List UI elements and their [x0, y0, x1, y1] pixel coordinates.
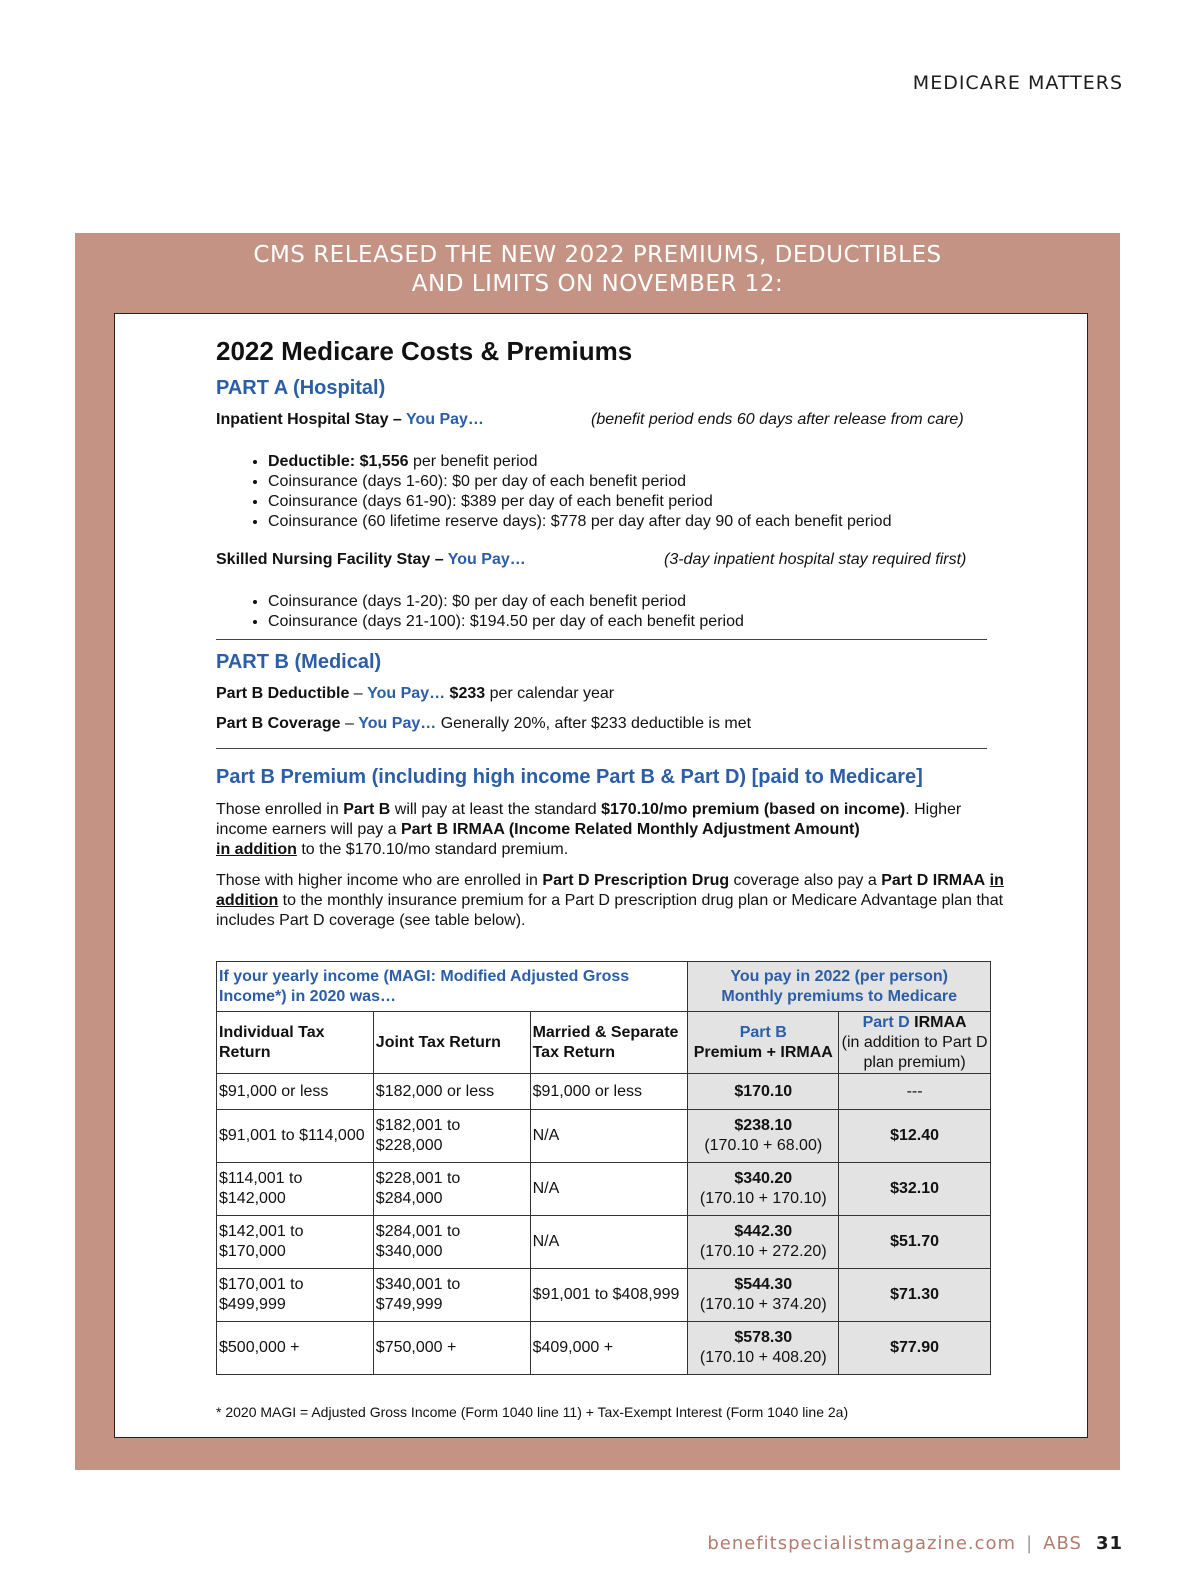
highlight-panel	[75, 233, 1120, 1470]
col-married: Married & Separate Tax Return	[530, 1012, 688, 1074]
premium-paragraph-2: Those with higher income who are enrolled in Part D Prescription Drug coverage also pay a Part D IRMAA in addition to the monthly insurance premium for a Part D prescription drug plan or Medicare Advantage plan that includes Part D coverage (see table below).	[216, 872, 1004, 929]
inpatient-label: Inpatient Hospital Stay –	[216, 411, 406, 428]
section-label: MEDICARE MATTERS	[912, 72, 1123, 94]
snf-bullets	[216, 592, 744, 632]
part-a-bullets	[216, 452, 891, 532]
table-row: $114,001 to $142,000 $228,001 to $284,000 N/A $340.20 (170.10 + 170.10) $32.10	[217, 1163, 991, 1216]
list-item: • Coinsurance (days 1-60): $0 per day of each benefit period	[268, 472, 891, 492]
inpatient-line	[216, 411, 484, 429]
part-b-coverage-line: Part B Coverage – You Pay… Generally 20%, after $233 deductible is met	[216, 715, 752, 732]
premium-paragraph-1: Those enrolled in Part B will pay at least the standard $170.10/mo premium (based on income). Higher income earners will pay a Part B IRMAA (Income Related Monthly Adjustment Amount) in addition to the $170.10/mo standard premium.	[216, 801, 962, 858]
table-row: $91,000 or less $182,000 or less $91,000 or less $170.10 ---	[217, 1074, 991, 1110]
premium-heading: Part B Premium (including high income Part B & Part D) [paid to Medicare]	[216, 766, 923, 788]
page-number: 31	[1095, 1533, 1123, 1554]
col-part-d: Part D IRMAA (in addition to Part D plan premium)	[839, 1012, 991, 1074]
inpatient-note: (benefit period ends 60 days after release from care)	[591, 411, 964, 428]
medicare-costs-card	[114, 313, 1088, 1438]
part-a-heading: PART A (Hospital)	[216, 377, 386, 399]
table-row: $142,001 to $170,000 $284,001 to $340,000 N/A $442.30 (170.10 + 272.20) $51.70	[217, 1216, 991, 1269]
panel-title-line-2: AND LIMITS ON NOVEMBER 12:	[411, 271, 784, 297]
list-item: • Coinsurance (days 21-100): $194.50 per day of each benefit period	[268, 612, 744, 632]
table-row: $500,000 + $750,000 + $409,000 + $578.30 (170.10 + 408.20) $77.90	[217, 1322, 991, 1375]
part-b-heading: PART B (Medical)	[216, 651, 382, 673]
divider	[216, 748, 987, 749]
irmaa-table	[216, 961, 991, 1375]
table-row: $170,001 to $499,999 $340,001 to $749,999 $91,001 to $408,999 $544.30 (170.10 + 374.20) $71.30	[217, 1269, 991, 1322]
snf-label: Skilled Nursing Facility Stay –	[216, 551, 448, 568]
footer-separator: |	[1026, 1533, 1034, 1554]
list-item: • Coinsurance (days 1-20): $0 per day of each benefit period	[268, 592, 744, 612]
snf-line	[216, 551, 526, 569]
list-item: • Deductible: $1,556 per benefit period	[268, 452, 891, 472]
brand-label: ABS	[1043, 1533, 1082, 1554]
divider	[216, 639, 987, 640]
income-header: If your yearly income (MAGI: Modified Adjusted Gross Income*) in 2020 was…	[217, 962, 688, 1012]
panel-title	[0, 241, 1200, 299]
col-joint: Joint Tax Return	[373, 1012, 530, 1074]
panel-title-line-1: CMS RELEASED THE NEW 2022 PREMIUMS, DEDUCTIBLES	[253, 242, 942, 268]
snf-note: (3-day inpatient hospital stay required first)	[664, 551, 967, 568]
document-title: 2022 Medicare Costs & Premiums	[216, 336, 633, 366]
table-subheader-row	[217, 1012, 991, 1074]
col-individual: Individual Tax Return	[217, 1012, 374, 1074]
list-item: • Coinsurance (60 lifetime reserve days): $778 per day after day 90 of each benefit period	[268, 512, 891, 532]
page-footer	[707, 1533, 1123, 1554]
inpatient-you-pay: You Pay…	[405, 411, 484, 428]
list-item: • Coinsurance (days 61-90): $389 per day of each benefit period	[268, 492, 891, 512]
snf-you-pay: You Pay…	[447, 551, 526, 568]
col-part-b: Part B Premium + IRMAA	[688, 1012, 839, 1074]
site-link[interactable]: benefitspecialistmagazine.com	[707, 1533, 1017, 1554]
table-header-row	[217, 962, 991, 1012]
footnote: * 2020 MAGI = Adjusted Gross Income (Form 1040 line 11) + Tax-Exempt Interest (Form 1040 line 2a)	[216, 1404, 849, 1420]
part-b-deductible-line: Part B Deductible – You Pay… $233 per calendar year	[216, 685, 615, 702]
table-row: $91,001 to $114,000 $182,001 to $228,000 N/A $238.10 (170.10 + 68.00) $12.40	[217, 1110, 991, 1163]
you-pay-header: You pay in 2022 (per person) Monthly premiums to Medicare	[688, 962, 991, 1012]
